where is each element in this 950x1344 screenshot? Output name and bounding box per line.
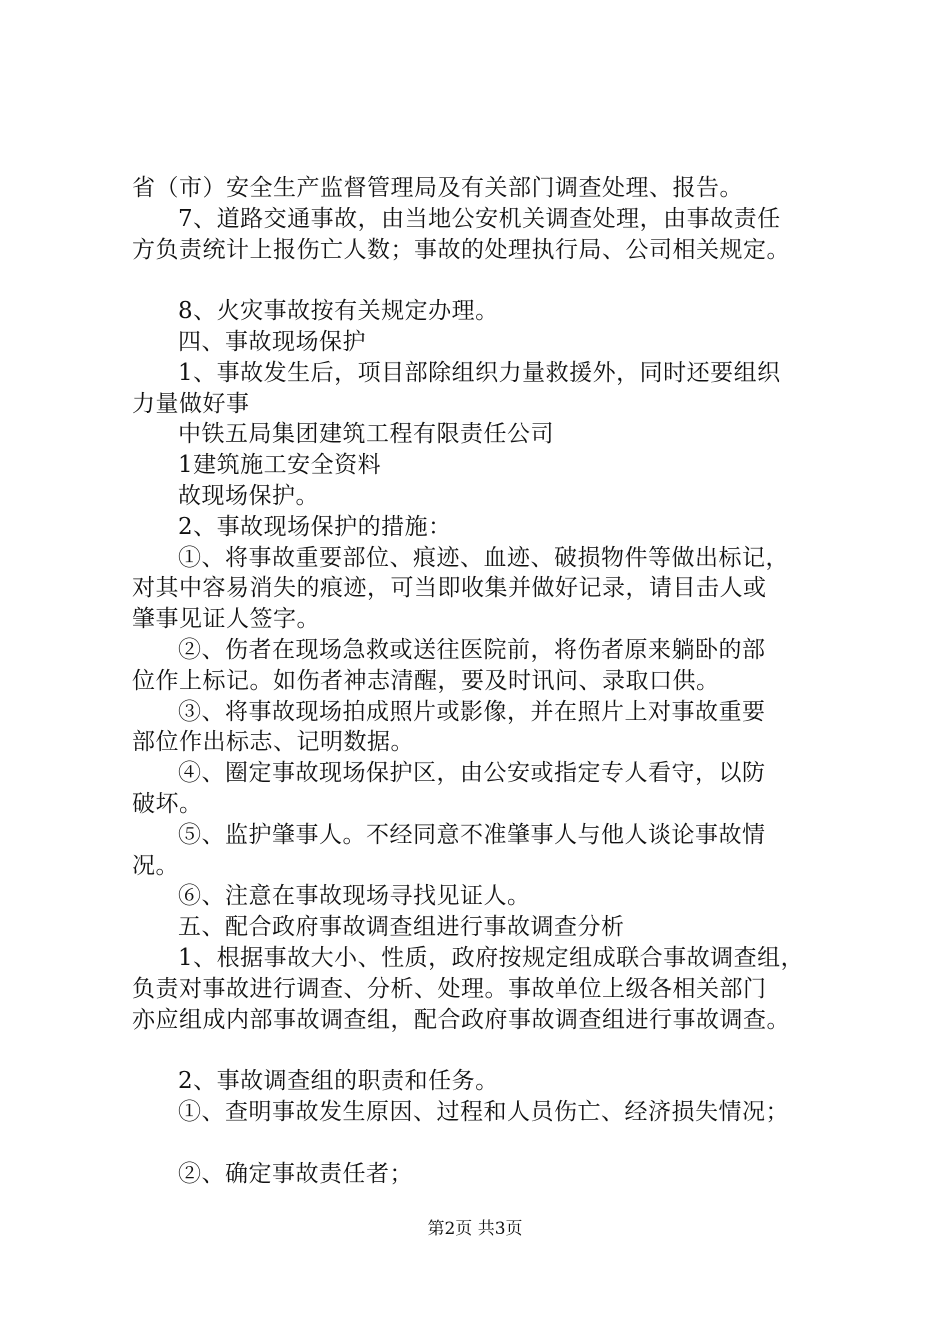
text-line: 故现场保护。 bbox=[178, 482, 319, 509]
text-line: 7、道路交通事故，由当地公安机关调查处理，由事故责任 bbox=[178, 205, 781, 232]
text-line: ②、伤者在现场急救或送往医院前，将伤者原来躺卧的部 bbox=[178, 636, 766, 663]
text-line: ①、查明事故发生原因、过程和人员伤亡、经济损失情况； bbox=[178, 1098, 789, 1125]
text-line: 2、事故调查组的职责和任务。 bbox=[178, 1068, 499, 1095]
text-line: ②、确定事故责任者； bbox=[178, 1160, 413, 1187]
text-line: ③、将事故现场拍成照片或影像，并在照片上对事故重要 bbox=[178, 698, 766, 725]
text-line: 肇事见证人签字。 bbox=[132, 606, 320, 633]
text-line: 位作上标记。如伤者神志清醒，要及时讯问、录取口供。 bbox=[132, 667, 720, 694]
text-line: 亦应组成内部事故调查组，配合政府事故调查组进行事故调查。 bbox=[132, 1006, 790, 1033]
text-line: 2、事故现场保护的措施： bbox=[178, 513, 452, 540]
text-line: 方负责统计上报伤亡人数；事故的处理执行局、公司相关规定。 bbox=[132, 236, 790, 263]
header-doc-title: 1建筑施工安全资料 bbox=[178, 452, 382, 479]
text-line: 8、火灾事故按有关规定办理。 bbox=[178, 298, 499, 325]
document-body bbox=[132, 173, 844, 1189]
text-line: ①、将事故重要部位、痕迹、血迹、破损物件等做出标记， bbox=[178, 544, 789, 571]
page-footer: 第2页 共3页 bbox=[427, 1219, 523, 1239]
section-heading: 五、配合政府事故调查组进行事故调查分析 bbox=[178, 914, 625, 941]
text-line: 对其中容易消失的痕迹，可当即收集并做好记录，请目击人或 bbox=[132, 575, 767, 602]
text-line: 负责对事故进行调查、分析、处理。事故单位上级各相关部门 bbox=[132, 975, 767, 1002]
text-line: ⑥、注意在事故现场寻找见证人。 bbox=[178, 883, 531, 910]
text-line: 1、根据事故大小、性质，政府按规定组成联合事故调查组， bbox=[178, 944, 805, 971]
text-line: 1、事故发生后，项目部除组织力量救援外，同时还要组织 bbox=[178, 359, 781, 386]
text-line: 破坏。 bbox=[132, 790, 203, 817]
paragraph-gap bbox=[132, 1128, 844, 1159]
section-heading: 四、事故现场保护 bbox=[178, 328, 366, 355]
paragraph-gap bbox=[132, 265, 844, 296]
text-line: ④、圈定事故现场保护区，由公安或指定专人看守，以防 bbox=[178, 760, 766, 787]
text-line: 部位作出标志、记明数据。 bbox=[132, 729, 414, 756]
text-line: 力量做好事 bbox=[132, 390, 250, 417]
text-line: 省（市）安全生产监督管理局及有关部门调查处理、报告。 bbox=[132, 175, 743, 201]
text-line: 况。 bbox=[132, 852, 179, 879]
header-company-name: 中铁五局集团建筑工程有限责任公司 bbox=[178, 421, 554, 448]
paragraph-gap bbox=[132, 1035, 844, 1066]
text-line: ⑤、监护肇事人。不经同意不准肇事人与他人谈论事故情 bbox=[178, 821, 766, 848]
